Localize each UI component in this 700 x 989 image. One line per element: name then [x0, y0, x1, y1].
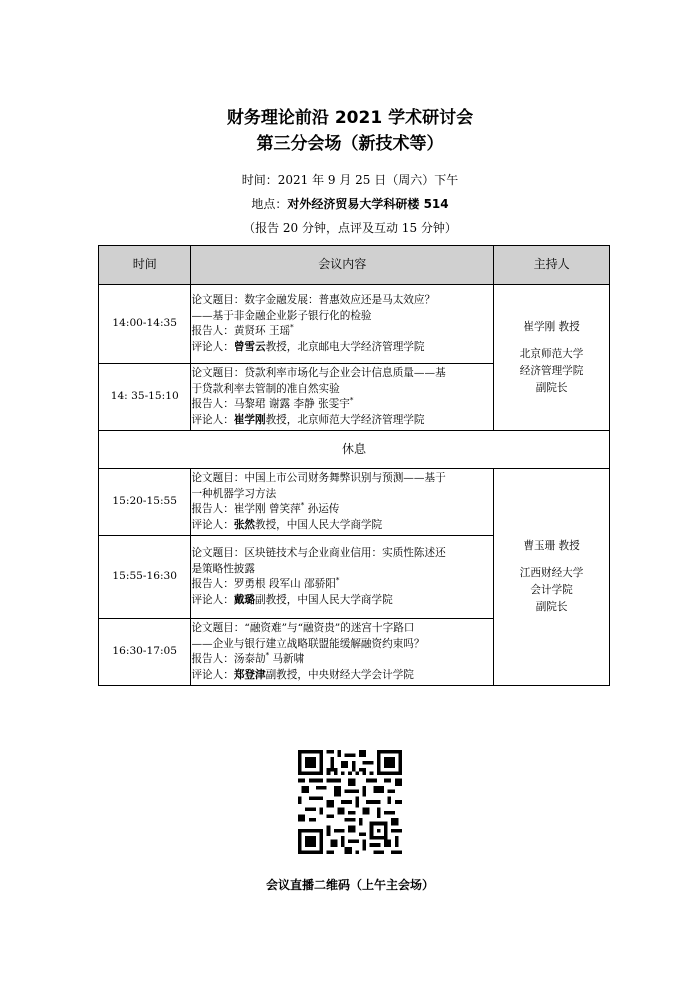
paper-title: 论文题目：数字金融发展：普惠效应还是马太效应？ [191, 294, 436, 306]
paper-title-cont: 一种机器学习方法 [191, 487, 277, 500]
session-content [191, 536, 494, 619]
header-time: 时间 [99, 246, 191, 285]
paper-title: 论文题目：中国上市公司财务舞弊识别与预测——基于 [191, 472, 446, 484]
session-time: 15:55-16:30 [99, 536, 191, 619]
header-content: 会议内容 [191, 246, 494, 285]
schedule-table [98, 245, 610, 686]
presenters: 报告人：崔学刚 曾笑萍* 孙运传 [191, 501, 340, 515]
paper-title-cont: ——基于非金融企业影子银行化的检验 [191, 309, 372, 322]
presenters: 报告人：汤泰劼* 马新啸 [191, 651, 305, 665]
paper-title: 论文题目：“融资难”与“融资贵”的迷宫十字路口 [191, 622, 415, 634]
session-time: 14:00-14:35 [99, 285, 191, 364]
paper-title-cont: ——企业与银行建立战略联盟能缓解融资约束吗？ [191, 637, 425, 650]
discussant: 评论人：戴璐副教授，中国人民大学商学院 [191, 593, 393, 606]
host-cell: 曹玉珊 教授 江西财经大学 会计学院 副院长 [494, 469, 610, 686]
session-row [99, 285, 610, 364]
paper-title: 论文题目：区块链技术与企业商业信用：实质性陈述还 [191, 547, 446, 559]
session-row [99, 469, 610, 536]
page-subtitle: 第三分会场（新技术等） [256, 134, 444, 154]
session-time: 15:20-15:55 [99, 469, 191, 536]
host-cell: 崔学刚 教授 北京师范大学 经济管理学院 副院长 [494, 285, 610, 431]
paper-title-cont: 是策略性披露 [191, 562, 255, 575]
break-row [99, 431, 610, 469]
qr-code-icon[interactable] [298, 750, 402, 854]
session-time: 14: 35-15:10 [99, 364, 191, 431]
paper-title-cont: 于贷款利率去管制的准自然实验 [191, 382, 340, 395]
session-content [191, 619, 494, 686]
table-header-row [99, 246, 610, 285]
session-content [191, 285, 494, 364]
presenters: 报告人：马黎珺 谢露 李静 张雯宇* [191, 396, 354, 410]
break-label: 休息 [99, 431, 610, 469]
presenters: 报告人：罗勇根 段军山 邵骄阳* [191, 576, 340, 590]
format-note: （报告 20 分钟，点评及互动 15 分钟） [243, 221, 457, 235]
discussant: 评论人：张然教授，中国人民大学商学院 [191, 518, 383, 531]
meeting-time: 时间：2021 年 9 月 25 日（周六）下午 [241, 173, 459, 187]
discussant: 评论人：郑登津副教授，中央财经大学会计学院 [191, 668, 414, 681]
presenters: 报告人：黄贤环 王瑶* [191, 323, 294, 337]
page-title: 财务理论前沿 2021 学术研讨会 [226, 108, 474, 128]
session-content [191, 469, 494, 536]
header-host: 主持人 [494, 246, 610, 285]
session-content [191, 364, 494, 431]
discussant: 评论人：曾雪云教授，北京邮电大学经济管理学院 [191, 340, 425, 353]
qr-caption: 会议直播二维码（上午主会场） [265, 878, 434, 892]
meeting-location: 地点：对外经济贸易大学科研楼 514 [251, 197, 449, 211]
discussant: 评论人：崔学刚教授，北京师范大学经济管理学院 [191, 413, 425, 426]
session-time: 16:30-17:05 [99, 619, 191, 686]
paper-title: 论文题目：贷款利率市场化与企业会计信息质量——基 [191, 367, 446, 379]
